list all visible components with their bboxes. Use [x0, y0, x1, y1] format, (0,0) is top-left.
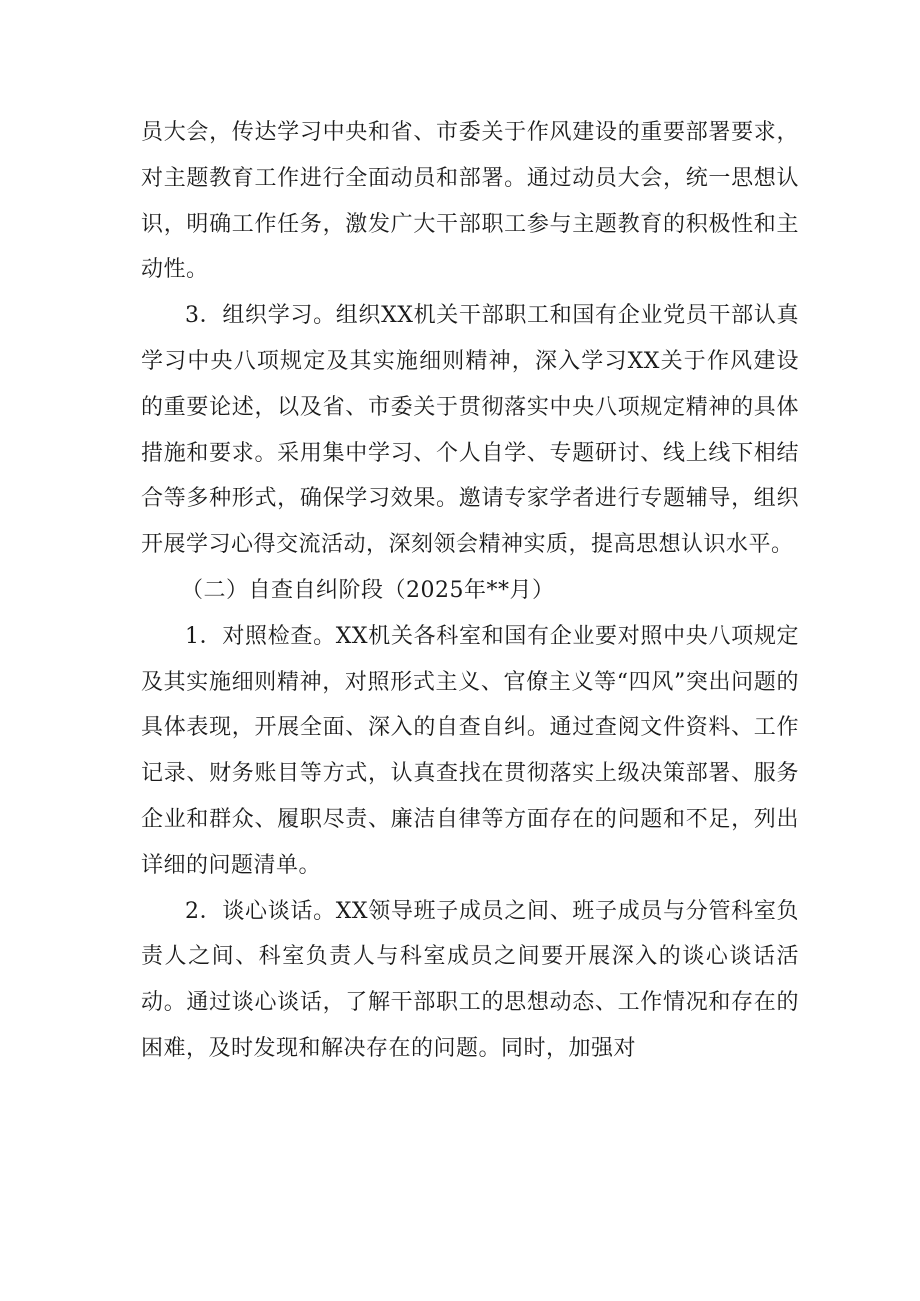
section-heading-self-inspection: （二）自查自纠阶段（2025年**月） — [181, 577, 555, 603]
paragraph-heart-to-heart-talk: 2．谈心谈话。XX领导班子成员之间、班子成员与分管科室负责人之间、科室负责人与科室成员之间要开展深入的谈心谈话活动。通过谈心谈话，了解干部职工的思想动态、工作情况和存在的困难，及时发现和解决存在的问题。同时，加强对 — [141, 898, 799, 1061]
paragraph-organize-study: 3．组织学习。组织XX机关干部职工和国有企业党员干部认真学习中央八项规定及其实施细则精神，深入学习XX关于作风建设的重要论述，以及省、市委关于贯彻落实中央八项规定精神的具体措施和要求。采用集中学习、个人自学、专题研讨、线上线下相结合等多种形式，确保学习效果。邀请专家学者进行专题辅导，组织开展学习心得交流活动，深刻领会精神实质，提高思想认识水平。 — [141, 303, 799, 558]
paragraph-mobilization-meeting: 员大会，传达学习中央和省、市委关于作风建设的重要部署要求，对主题教育工作进行全面动员和部署。通过动员大会，统一思想认识，明确工作任务，激发广大干部职工参与主题教育的积极性和主动性。 — [141, 120, 799, 283]
paragraph-comparison-check: 1．对照检查。XX机关各科室和国有企业要对照中央八项规定及其实施细则精神，对照形式主义、官僚主义等“四风”突出问题的具体表现，开展全面、深入的自查自纠。通过查阅文件资料、工作记录、财务账目等方式，认真查找在贯彻落实上级决策部署、服务企业和群众、履职尽责、廉洁自律等方面存在的问题和不足，列出详细的问题清单。 — [141, 623, 799, 878]
